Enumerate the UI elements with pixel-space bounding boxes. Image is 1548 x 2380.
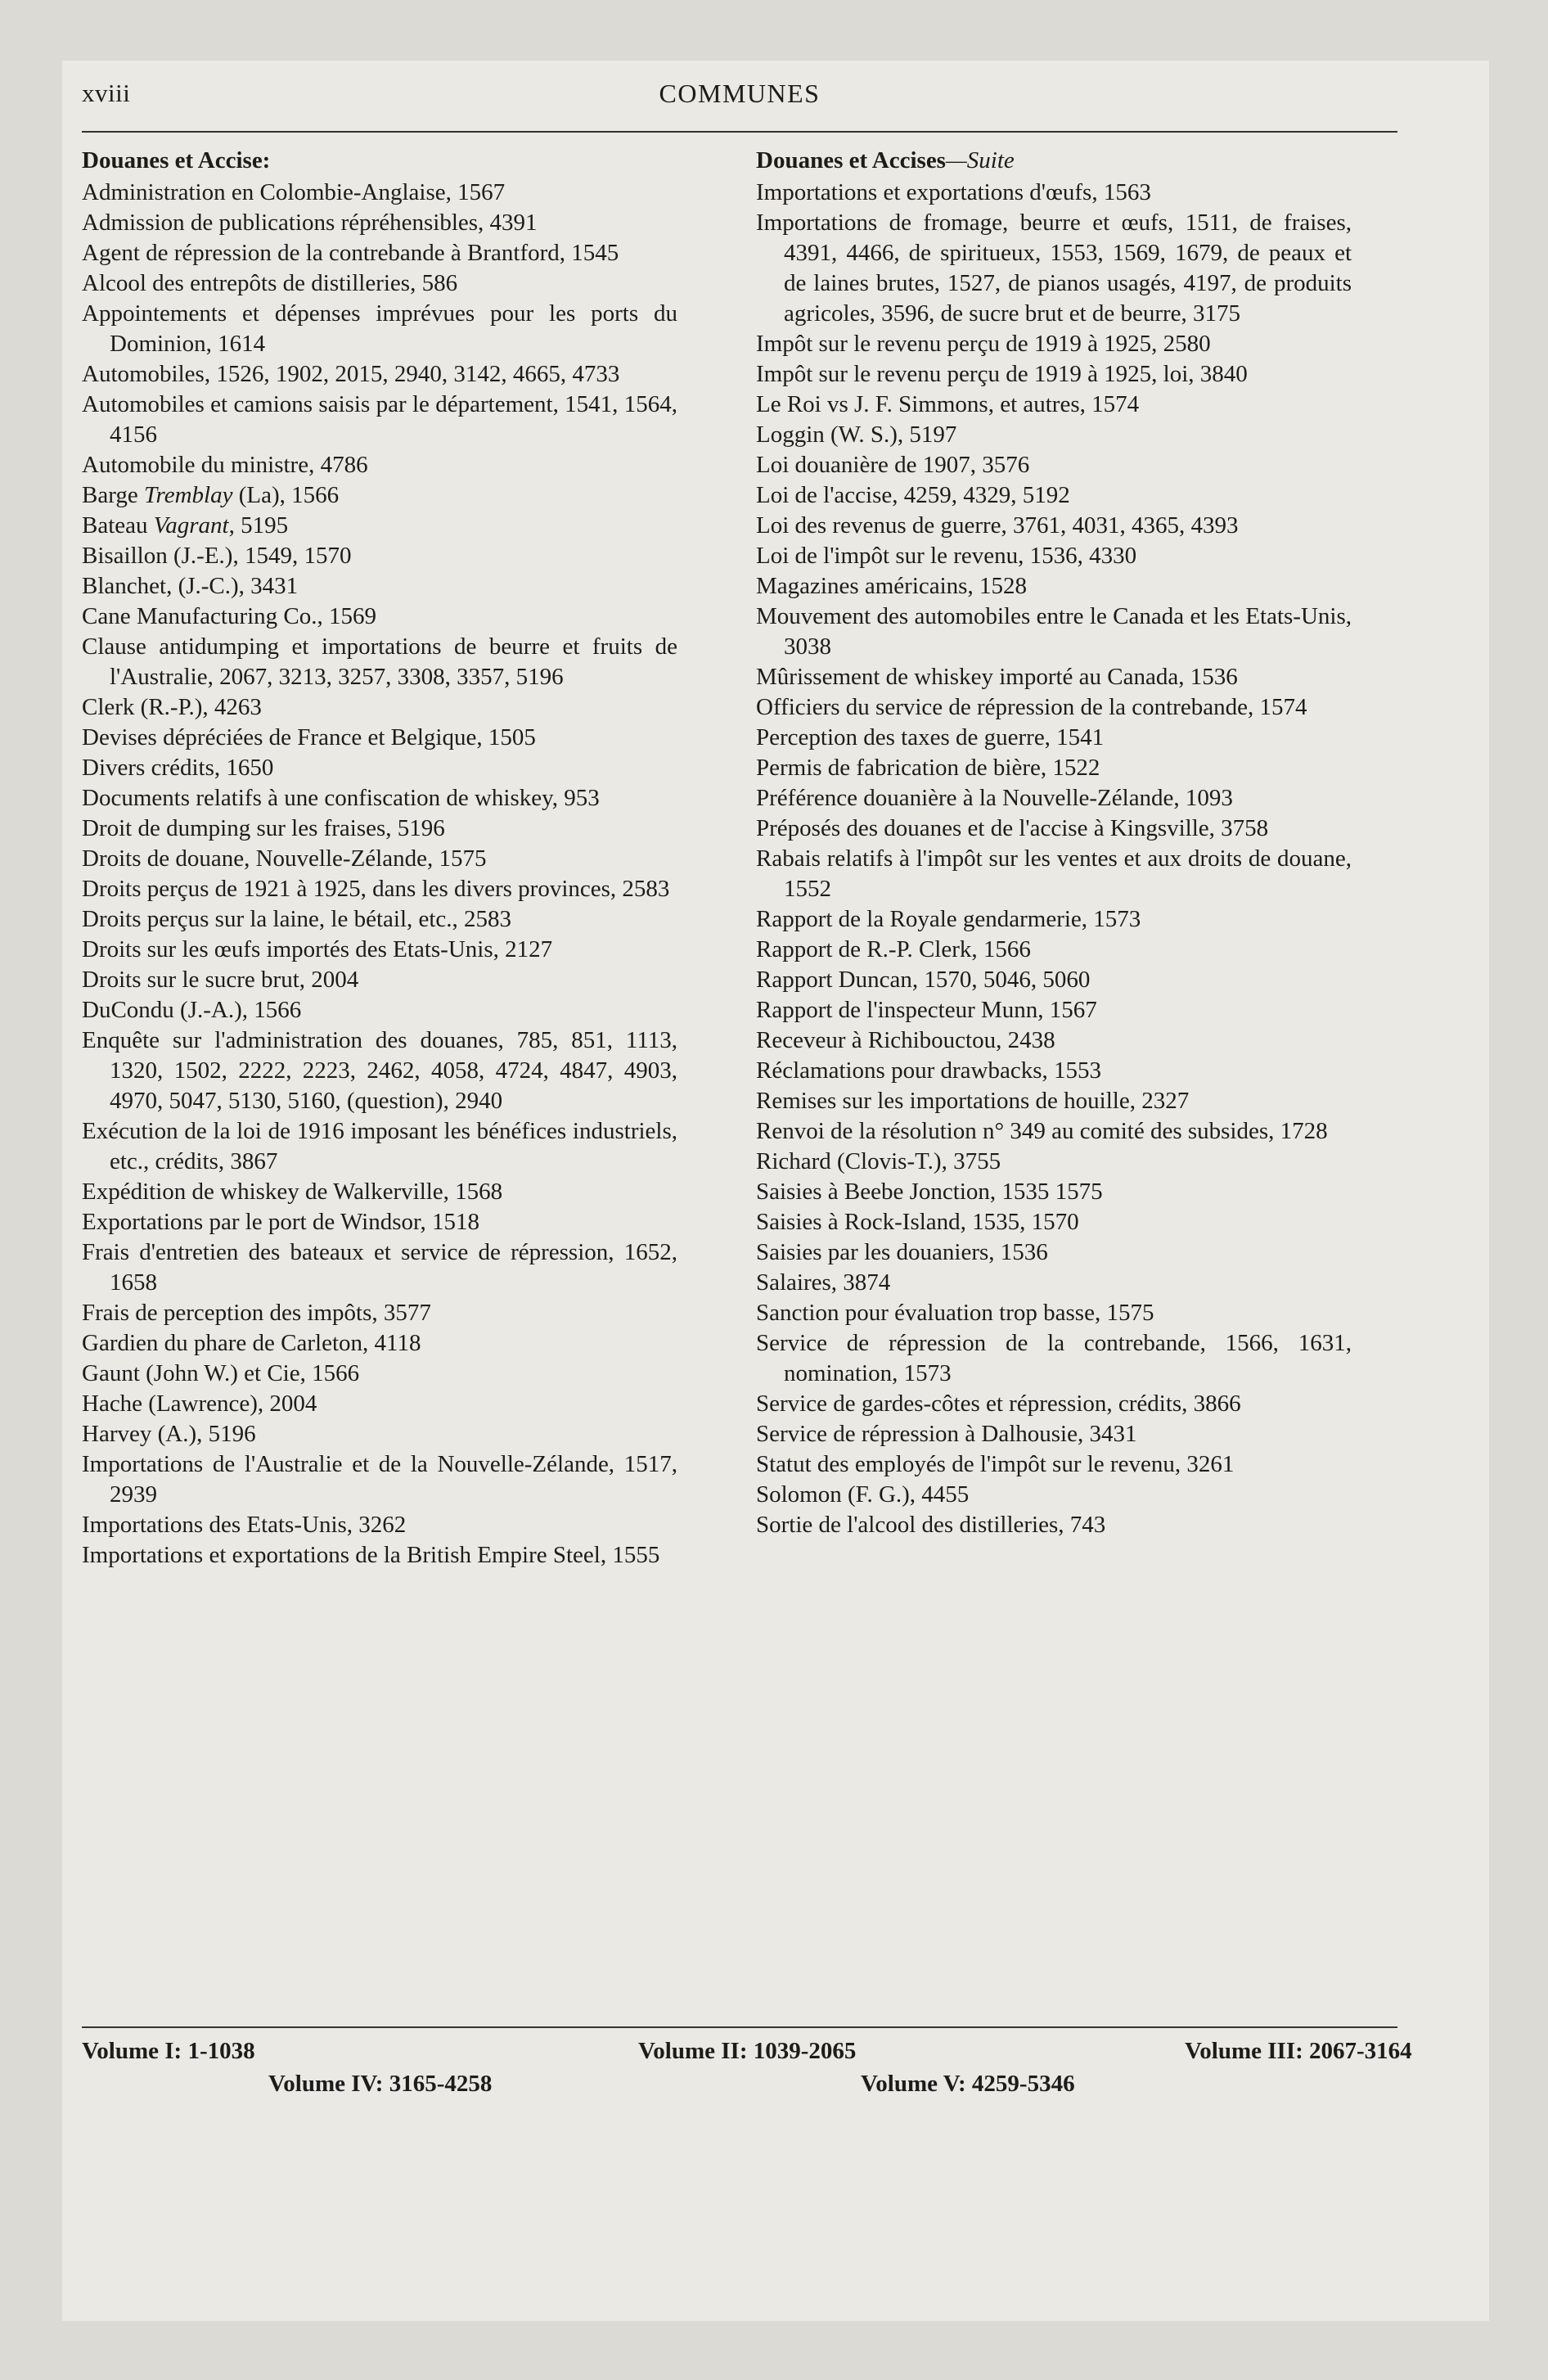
entry-text: Droits perçus sur la laine, le bétail, etc., 2583 xyxy=(82,906,512,932)
index-entry: Saisies à Beebe Jonction, 1535 1575 xyxy=(756,1179,1103,1205)
footer-rule xyxy=(82,2026,1397,2028)
right-column xyxy=(756,146,1352,1540)
index-entry xyxy=(82,1389,677,1419)
index-entry xyxy=(82,268,677,299)
page-title: COMMUNES xyxy=(659,79,821,108)
entry-text: , 5195 xyxy=(228,512,289,539)
index-entry: Préposés des douanes et de l'accise à Kingsville, 3758 xyxy=(756,815,1269,841)
index-entry xyxy=(82,935,677,965)
running-head xyxy=(82,79,1397,124)
index-entry: Loi douanière de 1907, 3576 xyxy=(756,452,1030,478)
index-entry: Saisies par les douaniers, 1536 xyxy=(756,1239,1048,1265)
entry-text: Droits perçus de 1921 à 1925, dans les divers provinces, 2583 xyxy=(82,876,670,902)
index-entry xyxy=(82,814,677,844)
index-entry xyxy=(82,511,677,541)
entry-text: Devises dépréciées de France et Belgique, 1505 xyxy=(82,724,536,751)
entry-text: Automobile du ministre, 4786 xyxy=(82,452,368,478)
entry-text: Exportations par le port de Windsor, 1518 xyxy=(82,1209,480,1235)
index-entry xyxy=(82,359,677,390)
entry-text: Enquête sur l'administration des douanes, 785, 851, 1113, 1320, 1502, 2222, 2223, 2462, 4058, 4724, 4847, 4903, 4970, 5047, 5130, 5160, (question), 2940 xyxy=(82,1027,677,1114)
index-entry xyxy=(82,238,677,268)
right-entry-list xyxy=(756,178,1352,1540)
index-entry xyxy=(82,1177,677,1207)
entry-text: Barge xyxy=(82,482,144,508)
index-entry: Loi de l'accise, 4259, 4329, 5192 xyxy=(756,482,1070,508)
index-entry xyxy=(82,450,677,480)
index-entry: Renvoi de la résolution n° 349 au comité des subsides, 1728 xyxy=(756,1118,1328,1144)
entry-text: DuCondu (J.-A.), 1566 xyxy=(82,997,302,1023)
right-column-heading xyxy=(756,146,1352,176)
index-entry: Solomon (F. G.), 4455 xyxy=(756,1481,970,1508)
index-entry xyxy=(82,1419,677,1449)
page-folio: xviii xyxy=(82,79,131,107)
index-entry: Sortie de l'alcool des distilleries, 743 xyxy=(756,1512,1106,1538)
left-column-heading: Douanes et Accise: xyxy=(82,147,271,174)
index-entry xyxy=(82,299,677,359)
entry-text: Bateau xyxy=(82,512,154,539)
index-entry: Saisies à Rock-Island, 1535, 1570 xyxy=(756,1209,1079,1235)
index-entry: Permis de fabrication de bière, 1522 xyxy=(756,755,1100,781)
index-entry: Service de répression de la contrebande, 1566, 1631, nomination, 1573 xyxy=(756,1330,1352,1386)
entry-text: Agent de répression de la contrebande à Brantford, 1545 xyxy=(82,240,619,266)
index-entry xyxy=(82,1116,677,1177)
entry-text: (La), 1566 xyxy=(232,482,340,508)
index-entry: Receveur à Richibouctou, 2438 xyxy=(756,1027,1055,1053)
entry-text: Importations des Etats-Unis, 3262 xyxy=(82,1512,407,1538)
left-column xyxy=(82,146,677,1571)
entry-text: Exécution de la loi de 1916 imposant les bénéfices industriels, etc., crédits, 3867 xyxy=(82,1118,677,1174)
index-entry xyxy=(82,178,677,208)
volume-4: Volume IV: 3165-4258 xyxy=(268,2071,493,2097)
index-entry xyxy=(82,1510,677,1540)
index-entry xyxy=(82,904,677,935)
index-entry: Mûrissement de whiskey importé au Canada, 1536 xyxy=(756,664,1238,690)
entry-text: Frais d'entretien des bateaux et service de répression, 1652, 1658 xyxy=(82,1239,677,1296)
entry-text: Automobiles et camions saisis par le département, 1541, 1564, 4156 xyxy=(82,391,677,448)
volume-ranges xyxy=(82,2035,1412,2100)
index-entry xyxy=(82,632,677,692)
index-entry: Loi de l'impôt sur le revenu, 1536, 4330 xyxy=(756,543,1137,569)
index-entry: Réclamations pour drawbacks, 1553 xyxy=(756,1057,1102,1084)
entry-text: Divers crédits, 1650 xyxy=(82,755,274,781)
index-entry: Salaires, 3874 xyxy=(756,1269,891,1296)
left-entry-list xyxy=(82,178,677,1571)
index-entry: Loggin (W. S.), 5197 xyxy=(756,421,957,448)
index-entry xyxy=(82,1025,677,1116)
index-entry xyxy=(82,1328,677,1359)
index-entry: Mouvement des automobiles entre le Canada et les Etats-Unis, 3038 xyxy=(756,603,1352,660)
index-entry: Préférence douanière à la Nouvelle-Zélande, 1093 xyxy=(756,785,1233,811)
volume-2: Volume II: 1039-2065 xyxy=(638,2038,857,2064)
entry-text: Automobiles, 1526, 1902, 2015, 2940, 3142, 4665, 4733 xyxy=(82,361,620,387)
index-entry xyxy=(82,571,677,602)
volume-3: Volume III: 2067-3164 xyxy=(1185,2038,1412,2064)
index-entry xyxy=(82,874,677,904)
entry-text: Frais de perception des impôts, 3577 xyxy=(82,1300,431,1326)
right-heading-text: Douanes et Accises xyxy=(756,147,946,174)
entry-text: Harvey (A.), 5196 xyxy=(82,1421,256,1447)
right-heading-suite: —Suite xyxy=(945,147,1015,174)
index-entry: Rapport Duncan, 1570, 5046, 5060 xyxy=(756,967,1091,993)
entry-text: Appointements et dépenses imprévues pour les ports du Dominion, 1614 xyxy=(82,300,677,357)
entry-text: Gaunt (John W.) et Cie, 1566 xyxy=(82,1360,360,1386)
index-entry: Rapport de la Royale gendarmerie, 1573 xyxy=(756,906,1141,932)
entry-text: Clerk (R.-P.), 4263 xyxy=(82,694,262,720)
entry-text: Droits sur le sucre brut, 2004 xyxy=(82,967,359,993)
index-entry: Rapport de R.-P. Clerk, 1566 xyxy=(756,936,1031,962)
entry-text: Documents relatifs à une confiscation de whiskey, 953 xyxy=(82,785,600,811)
entry-text: Droits sur les œufs importés des Etats-Unis, 2127 xyxy=(82,936,553,962)
index-entry xyxy=(82,208,677,238)
index-entry: Sanction pour évaluation trop basse, 1575 xyxy=(756,1300,1154,1326)
index-entry: Service de gardes-côtes et répression, crédits, 3866 xyxy=(756,1391,1241,1417)
index-entry xyxy=(82,390,677,450)
index-entry: Le Roi vs J. F. Simmons, et autres, 1574 xyxy=(756,391,1140,417)
index-entry xyxy=(82,783,677,814)
entry-text: Bisaillon (J.-E.), 1549, 1570 xyxy=(82,543,352,569)
index-entry: Impôt sur le revenu perçu de 1919 à 1925, loi, 3840 xyxy=(756,361,1248,387)
entry-text: Hache (Lawrence), 2004 xyxy=(82,1391,317,1417)
entry-text: Blanchet, (J.-C.), 3431 xyxy=(82,573,299,599)
index-entry xyxy=(82,753,677,783)
index-entry: Perception des taxes de guerre, 1541 xyxy=(756,724,1105,751)
index-entry: Remises sur les importations de houille, 2327 xyxy=(756,1088,1190,1114)
entry-text: Importations et exportations de la British Empire Steel, 1555 xyxy=(82,1542,660,1568)
index-entry: Rapport de l'inspecteur Munn, 1567 xyxy=(756,997,1097,1023)
index-entry xyxy=(82,1207,677,1237)
index-entry: Impôt sur le revenu perçu de 1919 à 1925, 2580 xyxy=(756,331,1211,357)
index-entry xyxy=(82,1359,677,1389)
entry-text: Droits de douane, Nouvelle-Zélande, 1575 xyxy=(82,845,487,872)
index-entry: Magazines américains, 1528 xyxy=(756,573,1027,599)
index-entry xyxy=(82,995,677,1025)
index-entry: Officiers du service de répression de la contrebande, 1574 xyxy=(756,694,1307,720)
index-entry: Importations et exportations d'œufs, 1563 xyxy=(756,179,1151,205)
index-entry xyxy=(82,692,677,723)
index-entry xyxy=(82,844,677,874)
index-entry xyxy=(82,723,677,753)
entry-text: Alcool des entrepôts de distilleries, 586 xyxy=(82,270,458,296)
entry-text: Admission de publications répréhensibles, 4391 xyxy=(82,210,538,236)
entry-italic-name: Vagrant xyxy=(153,512,229,539)
volume-1: Volume I: 1-1038 xyxy=(82,2038,255,2064)
entry-italic-name: Tremblay xyxy=(143,482,233,508)
index-entry: Loi des revenus de guerre, 3761, 4031, 4365, 4393 xyxy=(756,512,1239,539)
entry-text: Expédition de whiskey de Walkerville, 1568 xyxy=(82,1179,503,1205)
entry-text: Gardien du phare de Carleton, 4118 xyxy=(82,1330,421,1356)
index-entry xyxy=(82,1540,677,1571)
index-entry xyxy=(82,965,677,995)
index-entry: Service de répression à Dalhousie, 3431 xyxy=(756,1421,1137,1447)
index-entry xyxy=(82,1449,677,1510)
volume-5: Volume V: 4259-5346 xyxy=(861,2071,1075,2097)
entry-text: Administration en Colombie-Anglaise, 1567 xyxy=(82,179,506,205)
index-entry xyxy=(82,480,677,511)
volume-row-1 xyxy=(82,2035,1412,2067)
entry-text: Cane Manufacturing Co., 1569 xyxy=(82,603,377,629)
index-entry xyxy=(82,1237,677,1298)
index-entry xyxy=(82,1298,677,1328)
index-entry: Richard (Clovis-T.), 3755 xyxy=(756,1148,1001,1174)
index-entry: Statut des employés de l'impôt sur le revenu, 3261 xyxy=(756,1451,1235,1477)
header-rule xyxy=(82,131,1397,133)
entry-text: Droit de dumping sur les fraises, 5196 xyxy=(82,815,445,841)
index-entry: Importations de fromage, beurre et œufs, 1511, de fraises, 4391, 4466, de spiritueux, 1553, 1569, 1679, de peaux et de laines brutes, 1527, de pianos usagés, 4197, de produits agricoles, 3596, de sucre brut et de beurre, 3175 xyxy=(756,210,1352,327)
index-entry xyxy=(82,602,677,632)
index-entry: Rabais relatifs à l'impôt sur les ventes et aux droits de douane, 1552 xyxy=(756,845,1352,902)
volume-row-2 xyxy=(82,2067,1397,2100)
entry-text: Clause antidumping et importations de beurre et fruits de l'Australie, 2067, 3213, 3257, 3308, 3357, 5196 xyxy=(82,633,677,690)
entry-text: Importations de l'Australie et de la Nouvelle-Zélande, 1517, 2939 xyxy=(82,1451,677,1508)
index-entry xyxy=(82,541,677,571)
